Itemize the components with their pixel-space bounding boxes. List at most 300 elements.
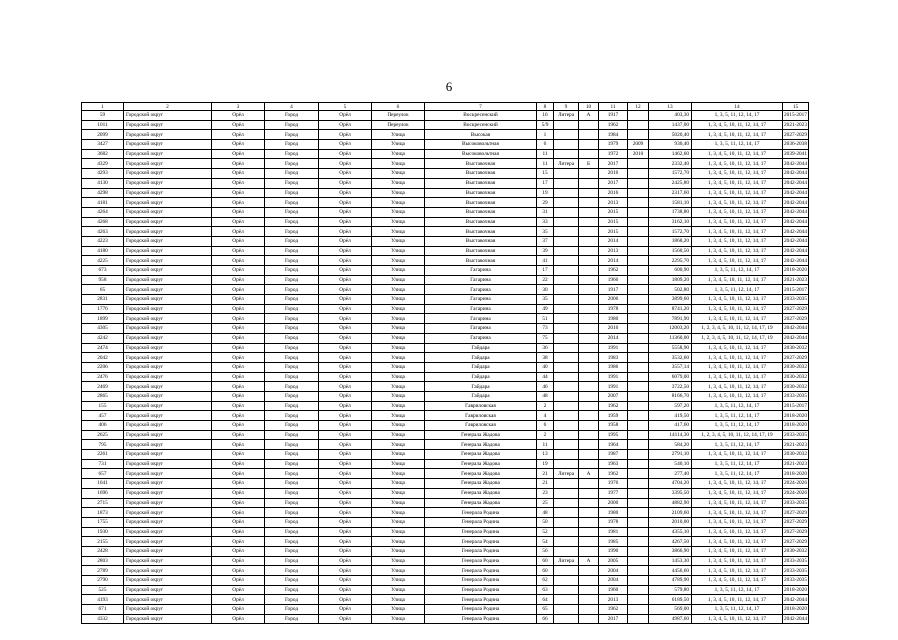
table-cell: 41: [537, 256, 554, 266]
table-cell: 2015-2017: [784, 402, 807, 409]
table-cell: 2000: [599, 498, 628, 508]
table-cell: Город: [265, 430, 319, 440]
table-cell: 1, 3, 4, 5, 10, 11, 12, 14, 17: [692, 508, 783, 518]
table-cell: 17: [537, 266, 554, 276]
table-cell: 2042-2044: [784, 238, 807, 245]
table-cell: 2033-2035: [784, 567, 807, 574]
table-row: [82, 295, 809, 305]
table-cell: Город: [265, 333, 319, 343]
table-cell: Город: [265, 130, 319, 140]
table-cell: Орёл: [319, 169, 372, 179]
table-cell: [628, 421, 649, 431]
table-cell: 3532,60: [649, 353, 692, 363]
table-cell: [579, 246, 599, 256]
table-row: [82, 188, 809, 198]
table-cell: Генерала Родина: [425, 556, 537, 566]
table-cell: 2030-2032: [784, 344, 807, 351]
table-row: [82, 149, 809, 159]
table-cell: [579, 353, 599, 363]
table-cell: 1868,20: [649, 236, 692, 246]
table-cell: 2027-2029: [784, 306, 807, 313]
table-cell: [628, 566, 649, 576]
table-cell: [628, 595, 649, 605]
table-row: [82, 546, 809, 556]
table-cell: 2010: [628, 149, 649, 159]
table-cell: 1991: [599, 372, 628, 382]
table-cell: 2016: [599, 188, 628, 198]
table-cell: 2042-2044: [784, 335, 807, 342]
column-number-cell: 2: [124, 103, 212, 111]
table-cell: Орёл: [319, 459, 372, 469]
table-cell: 4264: [82, 207, 124, 217]
table-cell: Орёл: [212, 372, 265, 382]
table-cell: [579, 343, 599, 353]
table-cell: Улица: [372, 469, 425, 479]
table-cell: 1, 3, 4, 5, 10, 11, 12, 14, 17: [692, 246, 783, 256]
table-cell: Городской округ: [124, 401, 212, 411]
table-cell: 4987,60: [649, 614, 692, 624]
table-cell: 419,50: [649, 411, 692, 421]
table-cell: 1, 3, 4, 5, 10, 11, 12, 14, 17: [692, 178, 783, 188]
table-cell: 2033-2035: [784, 557, 807, 564]
table-cell: 59: [82, 111, 124, 121]
table-row: [82, 479, 809, 489]
table-cell: Городской округ: [124, 149, 212, 159]
table-cell: [554, 585, 579, 595]
table-cell: 2027-2029: [784, 509, 807, 516]
table-cell: 1, 3, 4, 5, 10, 11, 12, 14, 17: [692, 188, 783, 198]
table-cell: Город: [265, 140, 319, 150]
table-cell: Улица: [372, 159, 425, 169]
table-row: [82, 382, 809, 392]
table-cell: 2030-2032: [784, 383, 807, 390]
table-cell: [628, 207, 649, 217]
table-cell: Орёл: [212, 450, 265, 460]
table-cell: 1572,70: [649, 169, 692, 179]
table-cell: [628, 537, 649, 547]
housing-register-table: [81, 102, 809, 624]
table-cell: 2790: [82, 576, 124, 586]
table-cell: Орёл: [212, 614, 265, 624]
table-cell: 1, 3, 4, 5, 10, 11, 12, 14, 17: [692, 517, 783, 527]
table-cell: 1984: [599, 130, 628, 140]
table-cell: [628, 198, 649, 208]
table-cell: Город: [265, 266, 319, 276]
table-cell: 2007: [599, 391, 628, 401]
table-cell: Городской округ: [124, 450, 212, 460]
table-cell: 62: [537, 576, 554, 586]
table-cell: [579, 459, 599, 469]
table-cell: Орёл: [319, 314, 372, 324]
table-cell: 44: [537, 372, 554, 382]
table-cell: 1, 3, 4, 5, 10, 11, 12, 14, 17: [692, 256, 783, 266]
table-cell: [554, 227, 579, 237]
table-cell: [554, 246, 579, 256]
table-cell: [628, 256, 649, 266]
table-cell: Орёл: [319, 362, 372, 372]
table-cell: 457: [82, 411, 124, 421]
table-cell: 1, 3, 4, 5, 10, 11, 12, 14, 17: [692, 314, 783, 324]
table-cell: Улица: [372, 556, 425, 566]
table-cell: Генерала Жадова: [425, 430, 537, 440]
table-cell: [554, 411, 579, 421]
table-cell: Город: [265, 382, 319, 392]
table-cell: Гавриловская: [425, 401, 537, 411]
table-cell: 2016: [599, 324, 628, 334]
table-cell: Городской округ: [124, 372, 212, 382]
table-cell: Орёл: [212, 266, 265, 276]
table-cell: 1462,60: [649, 149, 692, 159]
table-cell: 731: [82, 459, 124, 469]
table-cell: Выставочная: [425, 227, 537, 237]
table-cell: 2024-2026: [784, 490, 807, 497]
table-cell: 2027-2029: [784, 131, 807, 138]
table-cell: Улица: [372, 130, 425, 140]
table-cell: 5/9: [537, 120, 554, 130]
table-cell: 23: [537, 488, 554, 498]
table-cell: Орёл: [319, 605, 372, 615]
table-cell: 4223: [82, 236, 124, 246]
table-cell: Высоковольтная: [425, 149, 537, 159]
table-cell: Воскресенский: [425, 111, 537, 121]
table-cell: 11: [537, 159, 554, 169]
table-cell: Город: [265, 304, 319, 314]
table-cell: [579, 169, 599, 179]
table-cell: 2042-2044: [784, 616, 807, 623]
table-cell: Орёл: [212, 508, 265, 518]
column-number-cell: 10: [579, 103, 599, 111]
table-cell: Орёл: [212, 188, 265, 198]
table-cell: Город: [265, 353, 319, 363]
table-cell: 11360,00: [649, 333, 692, 343]
table-cell: [579, 508, 599, 518]
table-cell: 1, 3, 4, 5, 10, 11, 12, 14, 17: [692, 236, 783, 246]
table-cell: 584,20: [649, 440, 692, 450]
table-cell: [579, 120, 599, 130]
table-cell: Гайдара: [425, 391, 537, 401]
table-cell: 2005: [599, 556, 628, 566]
table-cell: 1776: [82, 304, 124, 314]
table-cell: Городской округ: [124, 391, 212, 401]
table-cell: 2425,80: [649, 178, 692, 188]
table-cell: [579, 585, 599, 595]
table-cell: Городской округ: [124, 236, 212, 246]
table-cell: 502,80: [649, 285, 692, 295]
table-cell: Воскресенский: [425, 120, 537, 130]
table-cell: Улица: [372, 595, 425, 605]
table-cell: Орёл: [212, 140, 265, 150]
table-cell: 3162,10: [649, 217, 692, 227]
table-cell: [579, 527, 599, 537]
table-cell: Город: [265, 605, 319, 615]
table-cell: [554, 130, 579, 140]
table-cell: 1, 3, 4, 5, 10, 11, 12, 14, 17: [692, 391, 783, 401]
table-cell: [554, 401, 579, 411]
table-cell: Улица: [372, 411, 425, 421]
table-cell: Улица: [372, 566, 425, 576]
table-cell: 1011: [82, 120, 124, 130]
table-cell: Генерала Жадова: [425, 498, 537, 508]
table-cell: [628, 275, 649, 285]
table-row: [82, 159, 809, 169]
table-cell: 1991: [599, 343, 628, 353]
table-cell: Город: [265, 469, 319, 479]
table-cell: 1899: [82, 314, 124, 324]
table-cell: Улица: [372, 362, 425, 372]
table-cell: 39: [537, 246, 554, 256]
table-cell: 11: [537, 440, 554, 450]
table-cell: Орёл: [319, 372, 372, 382]
table-cell: [628, 585, 649, 595]
table-cell: Генерала Родина: [425, 614, 537, 624]
table-cell: 1964: [599, 440, 628, 450]
table-cell: 49: [537, 304, 554, 314]
table-cell: Город: [265, 169, 319, 179]
table-cell: Городской округ: [124, 343, 212, 353]
table-cell: Улица: [372, 391, 425, 401]
table-cell: 2042: [82, 353, 124, 363]
table-cell: Городской округ: [124, 111, 212, 121]
table-cell: Орёл: [319, 440, 372, 450]
table-cell: Город: [265, 556, 319, 566]
table-row: [82, 517, 809, 527]
table-cell: 1738,80: [649, 207, 692, 217]
table-cell: Улица: [372, 169, 425, 179]
table-cell: А: [579, 469, 599, 479]
table-cell: Орёл: [212, 537, 265, 547]
table-cell: 2033-2035: [784, 432, 807, 439]
table-cell: 1, 3, 5, 11, 12, 14, 17: [692, 140, 783, 150]
table-cell: [628, 333, 649, 343]
table-cell: Город: [265, 546, 319, 556]
table-cell: [579, 382, 599, 392]
table-cell: 36: [537, 343, 554, 353]
table-cell: 671: [82, 605, 124, 615]
table-cell: Орёл: [212, 440, 265, 450]
table-cell: Городской округ: [124, 469, 212, 479]
table-cell: 1972: [599, 149, 628, 159]
table-cell: Город: [265, 285, 319, 295]
table-cell: Орёл: [319, 207, 372, 217]
table-cell: Улица: [372, 585, 425, 595]
table-row: [82, 333, 809, 343]
table-cell: Город: [265, 159, 319, 169]
table-cell: 1, 3, 4, 5, 10, 11, 12, 14, 17: [692, 546, 783, 556]
column-number-cell: 8: [537, 103, 554, 111]
table-cell: 13: [537, 450, 554, 460]
table-cell: Генерала Родина: [425, 546, 537, 556]
table-cell: 6: [537, 421, 554, 431]
table-row: [82, 275, 809, 285]
column-number-cell: 7: [425, 103, 537, 111]
table-cell: [579, 130, 599, 140]
table-cell: Гагарина: [425, 314, 537, 324]
table-cell: Улица: [372, 488, 425, 498]
table-row: [82, 236, 809, 246]
table-cell: Городской округ: [124, 217, 212, 227]
table-cell: [579, 614, 599, 624]
table-cell: Генерала Родина: [425, 527, 537, 537]
table-cell: 4456,60: [649, 566, 692, 576]
table-cell: Орёл: [319, 149, 372, 159]
table-cell: 2024-2026: [784, 480, 807, 487]
table-cell: [628, 488, 649, 498]
table-cell: 5558,90: [649, 343, 692, 353]
table-cell: [579, 411, 599, 421]
table-cell: Орёл: [212, 159, 265, 169]
table-row: [82, 566, 809, 576]
table-cell: 2042-2044: [784, 189, 807, 196]
table-cell: Город: [265, 585, 319, 595]
table-cell: 2027-2029: [784, 538, 807, 545]
table-cell: 2017: [599, 178, 628, 188]
table-cell: [554, 421, 579, 431]
table-cell: 2014: [599, 236, 628, 246]
table-cell: 1: [537, 130, 554, 140]
table-cell: [628, 576, 649, 586]
table-cell: Гагарина: [425, 304, 537, 314]
table-cell: 1958: [599, 421, 628, 431]
table-cell: Улица: [372, 295, 425, 305]
table-cell: 6189,50: [649, 595, 692, 605]
table-cell: Городской округ: [124, 140, 212, 150]
table-cell: 1987: [599, 450, 628, 460]
table-cell: [628, 343, 649, 353]
table-cell: 1, 3, 4, 5, 10, 11, 12, 14, 17: [692, 130, 783, 140]
table-row: [82, 198, 809, 208]
table-cell: 2033-2035: [784, 296, 807, 303]
table-cell: 1966: [599, 275, 628, 285]
table-cell: Орёл: [212, 295, 265, 305]
table-cell: Гагарина: [425, 295, 537, 305]
table-cell: 17: [537, 178, 554, 188]
table-cell: Городской округ: [124, 266, 212, 276]
table-cell: Генерала Родина: [425, 576, 537, 586]
table-cell: Орёл: [319, 488, 372, 498]
table-cell: [554, 450, 579, 460]
table-cell: [579, 479, 599, 489]
table-cell: Орёл: [319, 517, 372, 527]
table-cell: Улица: [372, 508, 425, 518]
table-cell: Орёл: [319, 537, 372, 547]
table-cell: Улица: [372, 527, 425, 537]
table-row: [82, 130, 809, 140]
table-cell: 1, 3, 4, 5, 10, 11, 12, 14, 17: [692, 120, 783, 130]
table-cell: [628, 382, 649, 392]
table-cell: 2021-2023: [784, 441, 807, 448]
table-cell: 11: [537, 149, 554, 159]
table-cell: Городской округ: [124, 614, 212, 624]
table-cell: 4704,20: [649, 479, 692, 489]
table-cell: 2803: [82, 556, 124, 566]
table-cell: 1, 3, 4, 5, 10, 11, 12, 14, 17: [692, 227, 783, 237]
table-cell: Городской округ: [124, 411, 212, 421]
table-cell: 2030-2032: [784, 451, 807, 458]
table-cell: Гайдара: [425, 362, 537, 372]
table-cell: Улица: [372, 421, 425, 431]
table-cell: Выставочная: [425, 207, 537, 217]
table-cell: Литера: [554, 469, 579, 479]
table-cell: 60: [537, 556, 554, 566]
table-cell: [579, 498, 599, 508]
table-cell: [628, 353, 649, 363]
table-cell: 2004: [599, 566, 628, 576]
table-row: [82, 207, 809, 217]
table-cell: [554, 614, 579, 624]
table-row: [82, 266, 809, 276]
table-cell: 1, 3, 5, 11, 12, 14, 17: [692, 440, 783, 450]
table-cell: Генерала Родина: [425, 508, 537, 518]
table-cell: 1978: [599, 517, 628, 527]
table-cell: Городской округ: [124, 527, 212, 537]
table-cell: Город: [265, 391, 319, 401]
table-cell: Орёл: [212, 333, 265, 343]
table-cell: 2261: [82, 450, 124, 460]
table-cell: [628, 266, 649, 276]
table-cell: [554, 324, 579, 334]
table-cell: [554, 488, 579, 498]
table-cell: Улица: [372, 430, 425, 440]
table-cell: 1980: [599, 508, 628, 518]
table-cell: Городской округ: [124, 421, 212, 431]
table-cell: [628, 440, 649, 450]
table-cell: 4882,90: [649, 498, 692, 508]
table-cell: 2476: [82, 372, 124, 382]
table-cell: 2021-2023: [784, 461, 807, 468]
table-cell: [554, 343, 579, 353]
table-cell: Генерала Жадова: [425, 450, 537, 460]
table-cell: 3395,50: [649, 488, 692, 498]
table-cell: Гагарина: [425, 333, 537, 343]
table-cell: 417,60: [649, 421, 692, 431]
table-cell: 2042-2044: [784, 257, 807, 264]
table-cell: 2018-2020: [784, 587, 807, 594]
table-cell: 2042-2044: [784, 218, 807, 225]
table-cell: Орёл: [212, 585, 265, 595]
table-cell: Город: [265, 479, 319, 489]
table-row: [82, 605, 809, 615]
table-cell: [579, 362, 599, 372]
table-cell: Высокая: [425, 130, 537, 140]
table-cell: 1, 3, 4, 5, 10, 11, 12, 14, 17: [692, 169, 783, 179]
table-cell: 30: [537, 285, 554, 295]
table-cell: 1, 3, 4, 5, 10, 11, 12, 14, 17: [692, 353, 783, 363]
table-cell: [579, 566, 599, 576]
table-cell: 3557,14: [649, 362, 692, 372]
table-row: [82, 469, 809, 479]
table-cell: 2099: [82, 130, 124, 140]
table-cell: 795: [82, 440, 124, 450]
table-cell: 2027-2029: [784, 354, 807, 361]
table-cell: Улица: [372, 614, 425, 624]
column-number-cell: 15: [783, 103, 809, 111]
table-cell: 8166,70: [649, 391, 692, 401]
table-cell: 1962: [599, 469, 628, 479]
table-cell: Орёл: [319, 324, 372, 334]
table-row: [82, 111, 809, 121]
table-cell: Выставочная: [425, 217, 537, 227]
table-cell: [579, 227, 599, 237]
table-cell: [579, 198, 599, 208]
table-cell: 2469: [82, 382, 124, 392]
table-cell: Орёл: [212, 217, 265, 227]
table-cell: 4: [537, 411, 554, 421]
table-row: [82, 576, 809, 586]
table-cell: 1, 3, 4, 5, 10, 11, 12, 14, 17: [692, 362, 783, 372]
table-cell: Городской округ: [124, 488, 212, 498]
table-cell: Орёл: [212, 285, 265, 295]
table-cell: Орёл: [319, 140, 372, 150]
